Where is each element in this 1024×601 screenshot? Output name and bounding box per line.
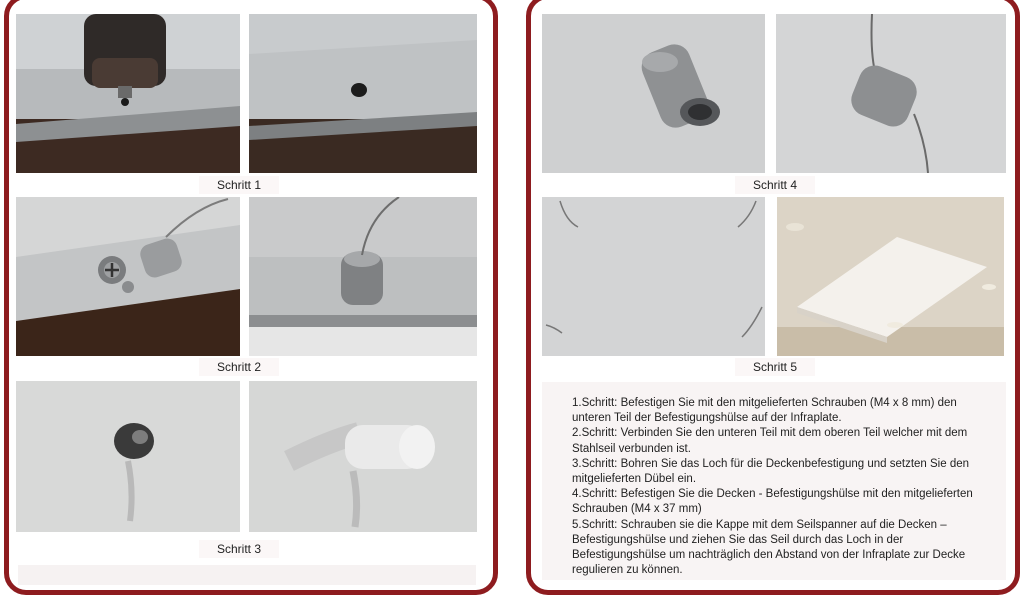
photo-drilled-hole: [249, 14, 477, 173]
instruction-step-1: 1.Schritt: Befestigen Sie mit den mitgelieferten Schrauben (M4 x 8 mm) den unteren Teil der Befestigungshülse auf der Infraplate.: [572, 397, 957, 425]
caption-schritt-4: Schritt 4: [735, 176, 815, 194]
installation-instructions: [542, 382, 1006, 580]
instruction-step-4: 4.Schritt: Befestigen Sie die Decken - Befestigungshülse mit den mitgelieferten Schrauben (M4 x 37 mm): [572, 488, 973, 516]
caption-schritt-1: Schritt 1: [199, 176, 279, 194]
photo-ceiling-dowel: [249, 381, 477, 532]
caption-schritt-2: Schritt 2: [199, 358, 279, 376]
photo-room-cables: [542, 197, 765, 356]
instruction-step-2: 2.Schritt: Verbinden Sie den unteren Teil mit dem oberen Teil welcher mit dem Stahlseil verbunden ist.: [572, 427, 968, 455]
photo-screw-sleeve: [16, 197, 240, 356]
photo-drilling-rail: [16, 14, 240, 173]
left-footer-strip: [18, 565, 476, 585]
caption-schritt-5: Schritt 5: [735, 358, 815, 376]
instruction-step-5: 5.Schritt: Schrauben sie die Kappe mit dem Seilspanner auf die Decken – Befestigungshülse und ziehen Sie das Seil durch das Loch in der Befestigungshülse um nachträglich den Abstand von der Infraplate zur Decke regulieren zu können.: [572, 518, 966, 577]
instruction-step-3: 3.Schritt: Bohren Sie das Loch für die Deckenbefestigung und setzten Sie den mitgelieferten Dübel ein.: [572, 457, 970, 486]
photo-ceiling-cable: [776, 14, 1006, 173]
photo-ceiling-hole: [16, 381, 240, 532]
photo-ceiling-sleeve: [542, 14, 765, 173]
photo-installed-panel: [777, 197, 1004, 356]
caption-schritt-3: Schritt 3: [199, 540, 279, 558]
photo-sleeve-with-cable: [249, 197, 477, 356]
